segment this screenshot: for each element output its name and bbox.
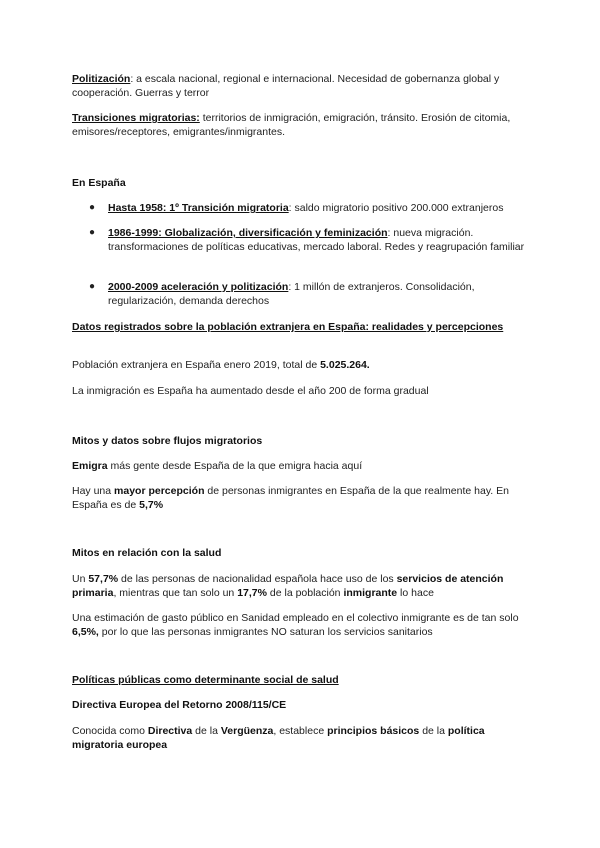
text-fragment: , establece xyxy=(273,725,328,737)
text-fragment: Una estimación de gasto público en Sanidad empleado en el colectivo inmigrante es de tan solo xyxy=(72,612,519,624)
list-item xyxy=(108,226,528,254)
paragraph-politizacion xyxy=(72,72,532,100)
paragraph-emigra xyxy=(72,459,532,473)
value-percentage: 5,7% xyxy=(139,499,164,511)
text-fragment: Hay una xyxy=(72,485,115,497)
list-item xyxy=(108,280,528,308)
term-percepcion: mayor percepción xyxy=(114,485,205,497)
term-emigra: Emigra xyxy=(72,460,108,472)
heading-mitos-salud: Mitos en relación con la salud xyxy=(72,547,222,559)
text-fragment: de la población xyxy=(266,587,344,599)
value-poblacion: 5.025.264. xyxy=(320,359,370,371)
paragraph-atencion-primaria xyxy=(72,572,532,600)
value-percentage: 6,5%, xyxy=(72,626,99,638)
term-transiciones: Transiciones migratorias: xyxy=(72,112,200,124)
term-servicios: servicios de atención primaria xyxy=(72,573,504,599)
list-item-text: : saldo migratorio positivo 200.000 extranjeros xyxy=(288,202,504,214)
paragraph-poblacion xyxy=(72,358,532,372)
heading-en-espana: En España xyxy=(72,177,126,189)
paragraph-gasto-publico xyxy=(72,611,532,639)
list-item-label: 2000-2009 aceleración y politización xyxy=(108,281,289,293)
paragraph-directiva xyxy=(72,724,532,752)
text-fragment: de las personas de nacionalidad española hace uso de los xyxy=(118,573,397,585)
list-item-label: Hasta 1958: 1º Transición migratoria xyxy=(108,202,289,214)
term-directiva: Directiva xyxy=(147,725,193,737)
term-politizacion: Politización xyxy=(72,73,131,85)
text-fragment: de la xyxy=(419,725,448,737)
list-item-text: : nueva migración. transformaciones de políticas educativas, mercado laboral. Redes y reagrupación familiar xyxy=(108,227,525,253)
heading-directiva: Directiva Europea del Retorno 2008/115/CE xyxy=(72,699,287,711)
text-fragment: Un xyxy=(72,573,89,585)
text-fragment: por lo que las personas inmigrantes NO saturan los servicios sanitarios xyxy=(98,626,433,638)
term-principios: principios básicos xyxy=(327,725,420,737)
list-item-text: : 1 millón de extranjeros. Consolidación, regularización, demanda derechos xyxy=(108,281,475,307)
text-politizacion: : a escala nacional, regional e internacional. Necesidad de gobernanza global y cooperación. Guerras y terror xyxy=(72,73,500,99)
text-fragment: , mientras que tan solo un xyxy=(113,587,238,599)
value-percentage: 17,7% xyxy=(237,587,267,599)
paragraph-percepcion xyxy=(72,484,532,512)
heading-politicas: Políticas públicas como determinante social de salud xyxy=(72,674,339,686)
value-percentage: 57,7% xyxy=(88,573,119,585)
term-verguenza: Vergüenza xyxy=(220,725,274,737)
term-inmigrante: inmigrante xyxy=(343,587,398,599)
bullet-icon: ● xyxy=(89,227,96,238)
text-transiciones: territorios de inmigración, emigración, tránsito. Erosión de citomia, emisores/receptores, emigrantes/inmigrantes. xyxy=(72,112,511,138)
heading-datos: Datos registrados sobre la población extranjera en España: realidades y percepciones xyxy=(72,321,504,333)
bullet-icon: ● xyxy=(89,202,96,213)
text-fragment: de personas inmigrantes en España de la que realmente hay. En España es de xyxy=(72,485,509,511)
paragraph-inmigracion: La inmigración es España ha aumentado desde el año 200 de forma gradual xyxy=(72,385,429,397)
text-fragment: de la xyxy=(192,725,221,737)
list-item-label: 1986-1999: Globalización, diversificación y feminización xyxy=(108,227,388,239)
paragraph-transiciones xyxy=(72,111,532,139)
text-fragment: Conocida como xyxy=(72,725,148,737)
list-item xyxy=(108,201,528,215)
heading-mitos-flujos: Mitos y datos sobre flujos migratorios xyxy=(72,435,263,447)
text-emigra: más gente desde España de la que emigra hacia aquí xyxy=(107,460,363,472)
term-politica: política migratoria europea xyxy=(72,725,485,751)
bullet-icon: ● xyxy=(89,281,96,292)
text-fragment: lo hace xyxy=(397,587,434,599)
text-poblacion: Población extranjera en España enero 2019, total de xyxy=(72,359,321,371)
